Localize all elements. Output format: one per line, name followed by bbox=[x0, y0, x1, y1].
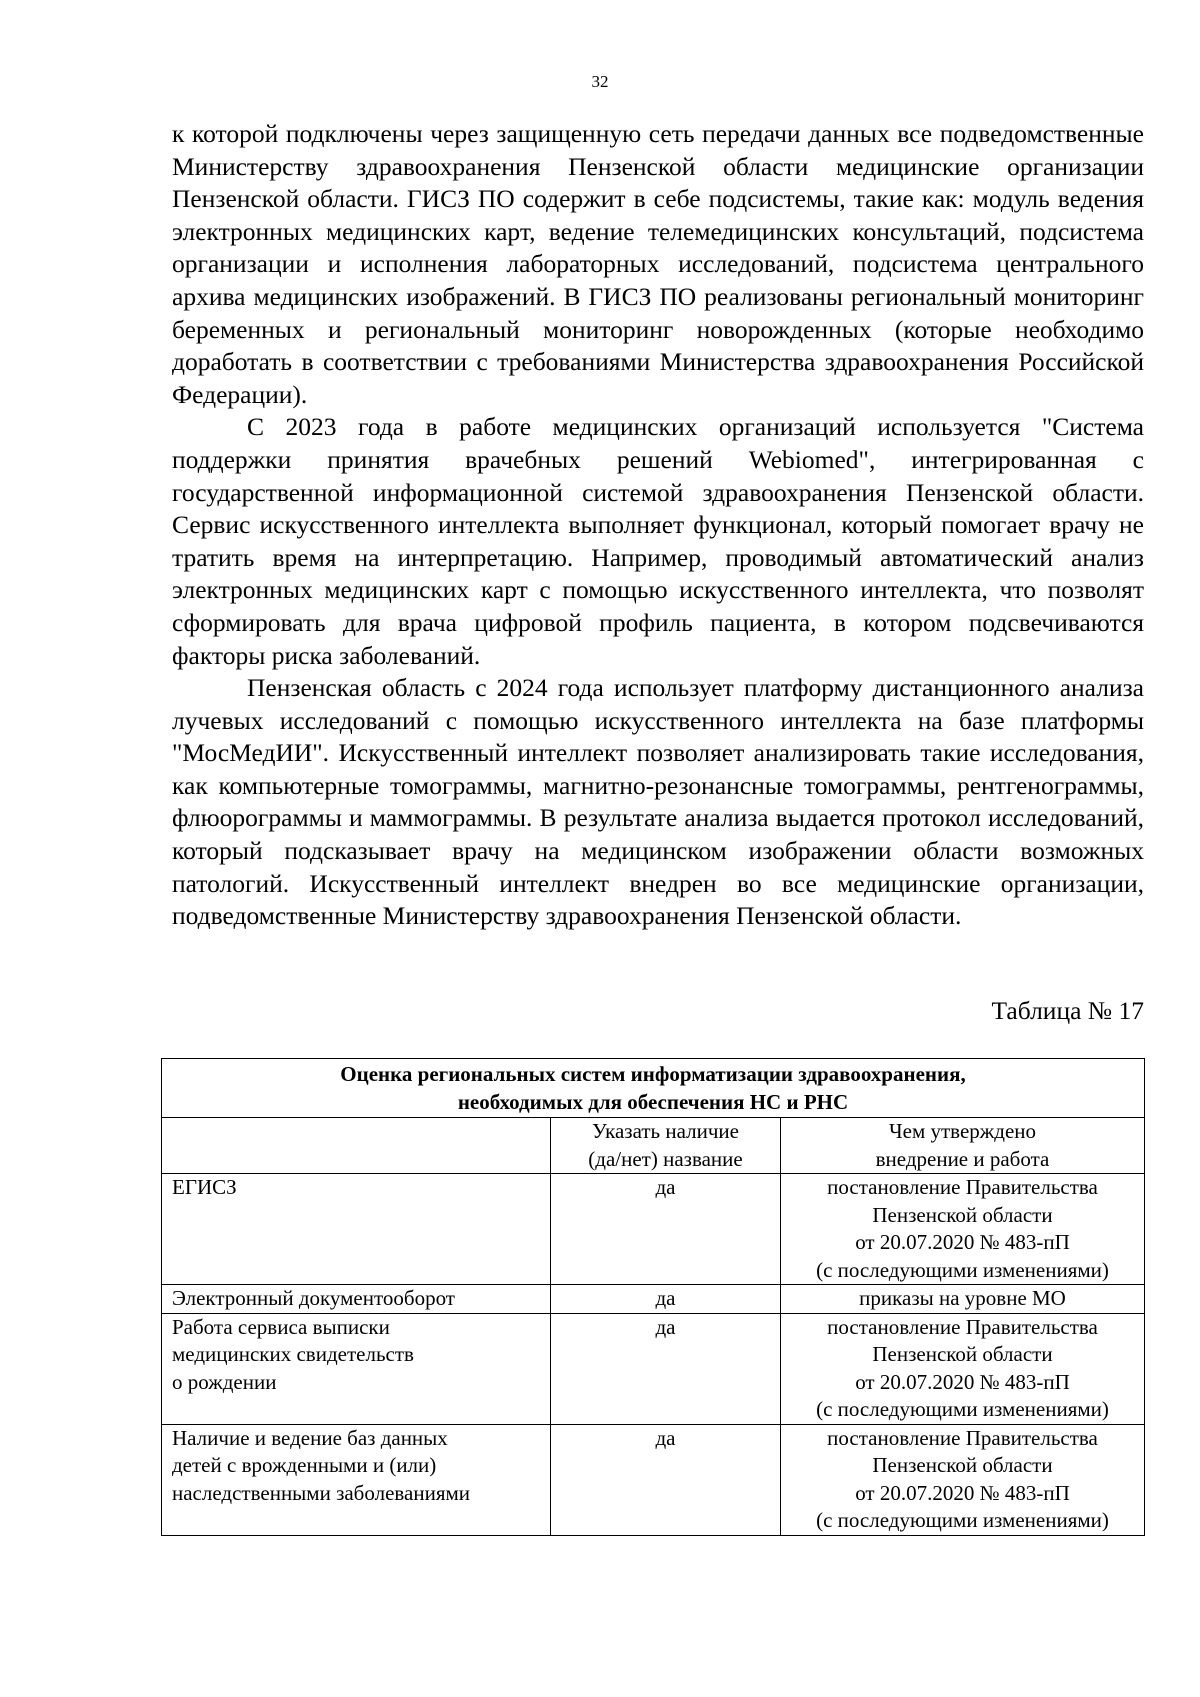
table-row bbox=[162, 1424, 1145, 1535]
cell-line: Пензенской области bbox=[872, 1202, 1053, 1227]
cell-line: Работа сервиса выписки bbox=[172, 1314, 390, 1339]
cell-availability: да bbox=[551, 1313, 781, 1424]
cell-approval bbox=[781, 1285, 1145, 1314]
cell-line: детей с врожденными и (или) bbox=[172, 1453, 437, 1477]
assessment-table bbox=[161, 1058, 1145, 1536]
table-body bbox=[162, 1174, 1145, 1536]
cell-availability: да bbox=[551, 1285, 781, 1314]
table-row bbox=[162, 1313, 1145, 1424]
cell-line: от 20.07.2020 № 483-пП bbox=[855, 1369, 1070, 1394]
cell-line: приказы на уровне МО bbox=[859, 1286, 1066, 1310]
header-line: Чем утверждено bbox=[888, 1119, 1037, 1143]
cell-line: Пензенской области bbox=[872, 1342, 1053, 1366]
table-row bbox=[162, 1174, 1145, 1285]
cell-line: постановление Правительства bbox=[827, 1175, 1098, 1199]
cell-availability: да bbox=[551, 1174, 781, 1285]
cell-line: (с последующими изменениями) bbox=[816, 1257, 1109, 1282]
cell-line: о рождении bbox=[172, 1369, 277, 1394]
cell-line: от 20.07.2020 № 483-пП bbox=[855, 1230, 1070, 1254]
table-row bbox=[162, 1285, 1145, 1314]
header-line: (да/нет) название bbox=[588, 1146, 743, 1171]
cell-approval bbox=[781, 1313, 1145, 1424]
table-title-line: Оценка региональных систем информатизации здравоохранения, bbox=[340, 1062, 966, 1086]
paragraph-2: С 2023 года в работе медицинских организаций используется "Система поддержки принятия врачебных решений Webiomed", интегрированная с государственной информационной системой здравоохранения Пензенской области. Сервис искусственного интеллекта выполняет функционал, который помогает врачу не тратить время на интерпретацию. Например, проводимый автоматический анализ электронных медицинских карт с помощью искусственного интеллекта, что позволят сформировать для врача цифровой профиль пациента, в котором подсвечиваются факторы риска заболеваний. bbox=[172, 412, 1144, 670]
cell-line: от 20.07.2020 № 483-пП bbox=[855, 1480, 1070, 1505]
table-title bbox=[162, 1059, 1145, 1118]
cell-name bbox=[162, 1174, 551, 1285]
page-number: 32 bbox=[591, 72, 609, 91]
header-approval bbox=[781, 1118, 1145, 1174]
header-availability bbox=[551, 1118, 781, 1174]
paragraph-3: Пензенская область с 2024 года использует платформу дистанционного анализа лучевых исследований с помощью искусственного интеллекта на базе платформы "МосМедИИ". Искусственный интеллект позволяет анализировать такие исследования, как компьютерные томограммы, магнитно-резонансные томограммы, рентгенограммы, флюорограммы и маммограммы. В результате анализа выдается протокол исследований, который подсказывает врачу на медицинском изображении области возможных патологий. Искусственный интеллект внедрен во все медицинские организации, подведомственные Министерству здравоохранения Пензенской области. bbox=[172, 673, 1144, 931]
cell-line: (с последующими изменениями) bbox=[816, 1508, 1109, 1532]
cell-line: Пензенской области bbox=[872, 1453, 1053, 1477]
header-line: Указать наличие bbox=[592, 1119, 739, 1143]
cell-line: постановление Правительства bbox=[827, 1425, 1098, 1450]
cell-line: ЕГИСЗ bbox=[172, 1175, 237, 1199]
header-line: внедрение и работа bbox=[875, 1146, 1050, 1171]
cell-availability: да bbox=[551, 1424, 781, 1535]
cell-name bbox=[162, 1313, 551, 1424]
cell-line: наследственными заболеваниями bbox=[172, 1480, 471, 1505]
cell-line: медицинских свидетельств bbox=[172, 1342, 414, 1366]
table-caption: Таблица № 17 bbox=[991, 996, 1144, 1025]
table-header-row bbox=[162, 1118, 1145, 1174]
header-name bbox=[162, 1118, 551, 1174]
paragraph-1: к которой подключены через защищенную сеть передачи данных все подведомственные Министерству здравоохранения Пензенской области медицинские организации Пензенской области. ГИСЗ ПО содержит в себе подсистемы, такие как: модуль ведения электронных медицинских карт, ведение телемедицинских консультаций, подсистема организации и исполнения лабораторных исследований, подсистема центрального архива медицинских изображений. В ГИСЗ ПО реализованы региональный мониторинг беременных и региональный мониторинг новорожденных (которые необходимо доработать в соответствии с требованиями Министерства здравоохранения Российской Федерации). bbox=[172, 119, 1144, 409]
cell-name bbox=[162, 1424, 551, 1535]
cell-line: (с последующими изменениями) bbox=[816, 1397, 1109, 1421]
cell-line: Электронный документооборот bbox=[172, 1286, 455, 1310]
body-text bbox=[172, 118, 1144, 933]
cell-name bbox=[162, 1285, 551, 1314]
cell-approval bbox=[781, 1424, 1145, 1535]
table-title-line: необходимых для обеспечения НС и РНС bbox=[457, 1089, 849, 1114]
cell-line: постановление Правительства bbox=[827, 1314, 1098, 1339]
cell-approval bbox=[781, 1174, 1145, 1285]
cell-line: Наличие и ведение баз данных bbox=[172, 1425, 448, 1450]
table-title-row bbox=[162, 1059, 1145, 1118]
